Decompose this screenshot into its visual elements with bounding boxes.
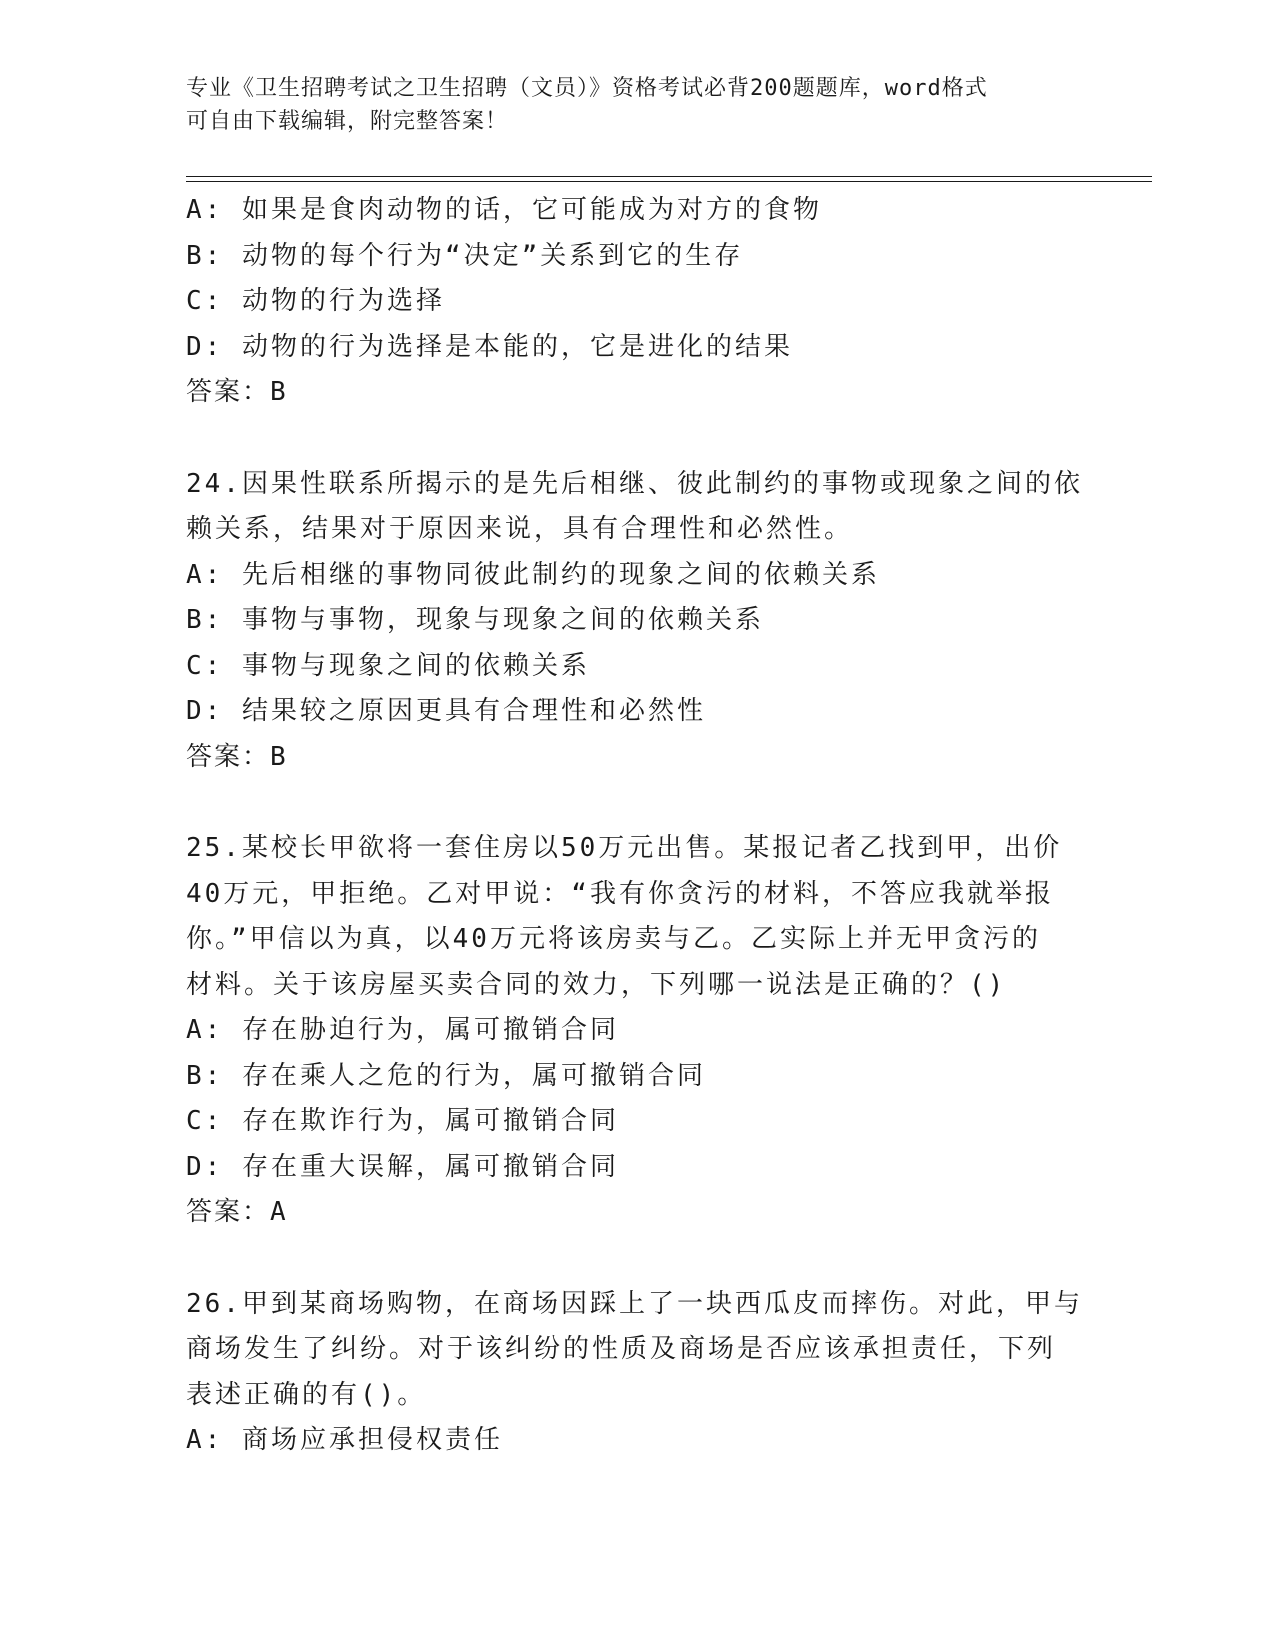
- option-d: D: 结果较之原因更具有合理性和必然性: [186, 696, 706, 726]
- header-line: 可自由下载编辑，附完整答案！: [186, 109, 509, 134]
- answer-line: 答案：A: [186, 1197, 288, 1227]
- question-stem: 25.某校长甲欲将一套住房以50万元出售。某报记者乙找到甲，出价: [186, 833, 1063, 863]
- option-a: A: 如果是食肉动物的话，它可能成为对方的食物: [186, 195, 822, 225]
- header-line: 专业《卫生招聘考试之卫生招聘（文员）》资格考试必背200题题库，word格式: [186, 76, 988, 101]
- option-b: B: 事物与事物，现象与现象之间的依赖关系: [186, 605, 764, 635]
- option-b: B: 动物的每个行为“决定”关系到它的生存: [186, 240, 744, 271]
- question-24: [186, 462, 1086, 781]
- option-b: B: 存在乘人之危的行为，属可撤销合同: [186, 1060, 706, 1091]
- question-26: [186, 1282, 1086, 1464]
- option-c: C: 存在欺诈行为，属可撤销合同: [186, 1106, 619, 1136]
- spacer: [186, 1236, 1086, 1282]
- question-stem: 你。”甲信以为真，以40万元将该房卖与乙。乙实际上并无甲贪污的: [186, 924, 1041, 954]
- question-stem: 表述正确的有()。: [186, 1379, 427, 1410]
- header-divider: [186, 176, 1152, 177]
- question-stem: 24.因果性联系所揭示的是先后相继、彼此制约的事物或现象之间的依: [186, 468, 1083, 499]
- option-d: D: 存在重大误解，属可撤销合同: [186, 1151, 619, 1182]
- option-a: A: 先后相继的事物同彼此制约的现象之间的依赖关系: [186, 559, 880, 590]
- option-a: A: 商场应承担侵权责任: [186, 1425, 503, 1455]
- option-c: C: 事物与现象之间的依赖关系: [186, 650, 590, 681]
- question-stem: 40万元，甲拒绝。乙对甲说：“我有你贪污的材料，不答应我就举报: [186, 878, 1054, 909]
- spacer: [186, 780, 1086, 826]
- document-header: [186, 72, 1066, 138]
- question-stem: 赖关系，结果对于原因来说，具有合理性和必然性。: [186, 514, 854, 544]
- question-list: [186, 188, 1086, 1464]
- question-stem: 26.甲到某商场购物，在商场因踩上了一块西瓜皮而摔伤。对此，甲与: [186, 1288, 1083, 1319]
- spacer: [186, 416, 1086, 462]
- answer-line: 答案：B: [186, 377, 288, 407]
- option-c: C: 动物的行为选择: [186, 286, 445, 316]
- question-stem: 材料。关于该房屋买卖合同的效力，下列哪一说法是正确的？(): [186, 969, 1007, 1000]
- option-a: A: 存在胁迫行为，属可撤销合同: [186, 1015, 619, 1045]
- answer-line: 答案：B: [186, 741, 288, 772]
- header-divider: [186, 181, 1152, 182]
- question-stem: 商场发生了纠纷。对于该纠纷的性质及商场是否应该承担责任，下列: [186, 1334, 1057, 1364]
- option-d: D: 动物的行为选择是本能的，它是进化的结果: [186, 331, 793, 362]
- question-23: [186, 188, 1086, 416]
- question-25: [186, 826, 1086, 1236]
